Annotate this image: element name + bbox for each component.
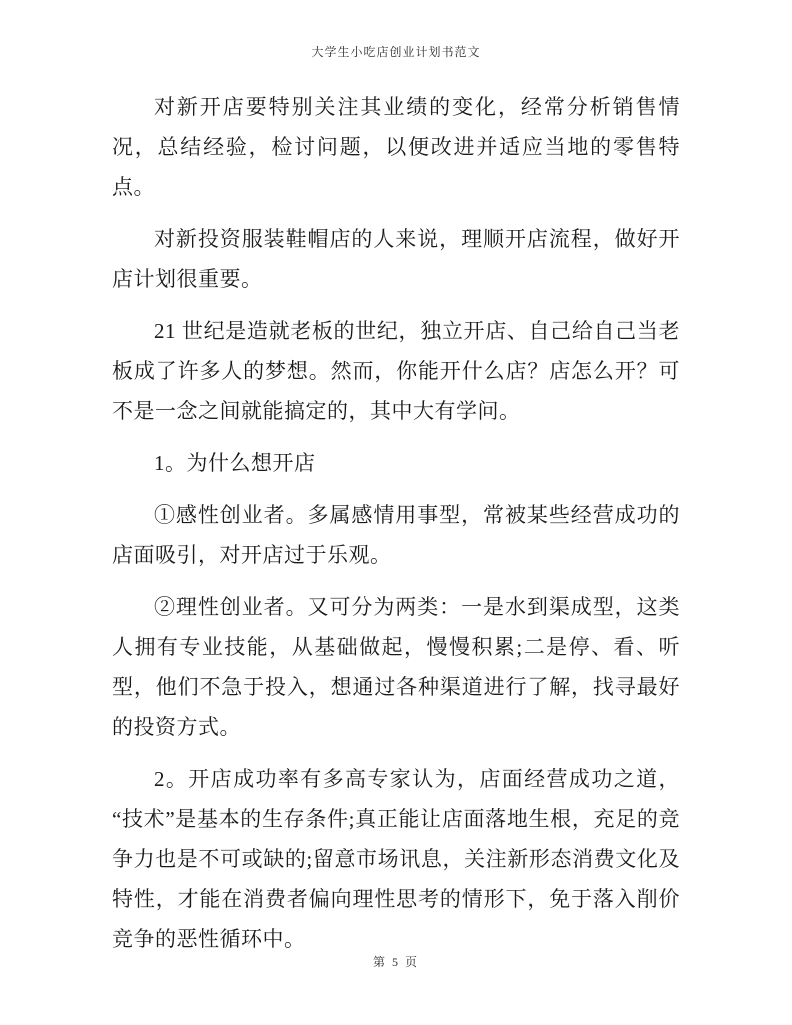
body-paragraph: 2。开店成功率有多高专家认为，店面经营成功之道，“技术”是基本的生存条件;真正能让店面落地生根，充足的竞争力也是不可或缺的;留意市场讯息，关注新形态消费文化及特性，才能在消费者偏向理性思考的情形下，免于落入削价竞争的恶性循环中。 xyxy=(112,767,680,951)
body-paragraph: ①感性创业者。多属感情用事型，常被某些经营成功的店面吸引，对开店过于乐观。 xyxy=(112,503,680,567)
body-paragraph: ②理性创业者。又可分为两类：一是水到渠成型，这类人拥有专业技能，从基础做起，慢慢积累;二是停、看、听型，他们不急于投入，想通过各种渠道进行了解，找寻最好的投资方式。 xyxy=(112,595,680,739)
body-paragraph: 对新开店要特别关注其业绩的变化，经常分析销售情况，总结经验，检讨问题，以便改进并适应当地的零售特点。 xyxy=(112,95,680,199)
body-paragraph: 21 世纪是造就老板的世纪，独立开店、自己给自己当老板成了许多人的梦想。然而，你能开什么店？店怎么开？可不是一念之间就能搞定的，其中大有学问。 xyxy=(112,319,680,423)
document-body xyxy=(112,87,680,971)
page-number: 第 5 页 xyxy=(372,955,419,969)
section-heading-why-open-shop: 1。为什么想开店 xyxy=(154,451,316,475)
page-header-title: 大学生小吃店创业计划书范文 xyxy=(311,45,481,59)
body-paragraph: 对新投资服装鞋帽店的人来说，理顺开店流程，做好开店计划很重要。 xyxy=(112,227,680,291)
